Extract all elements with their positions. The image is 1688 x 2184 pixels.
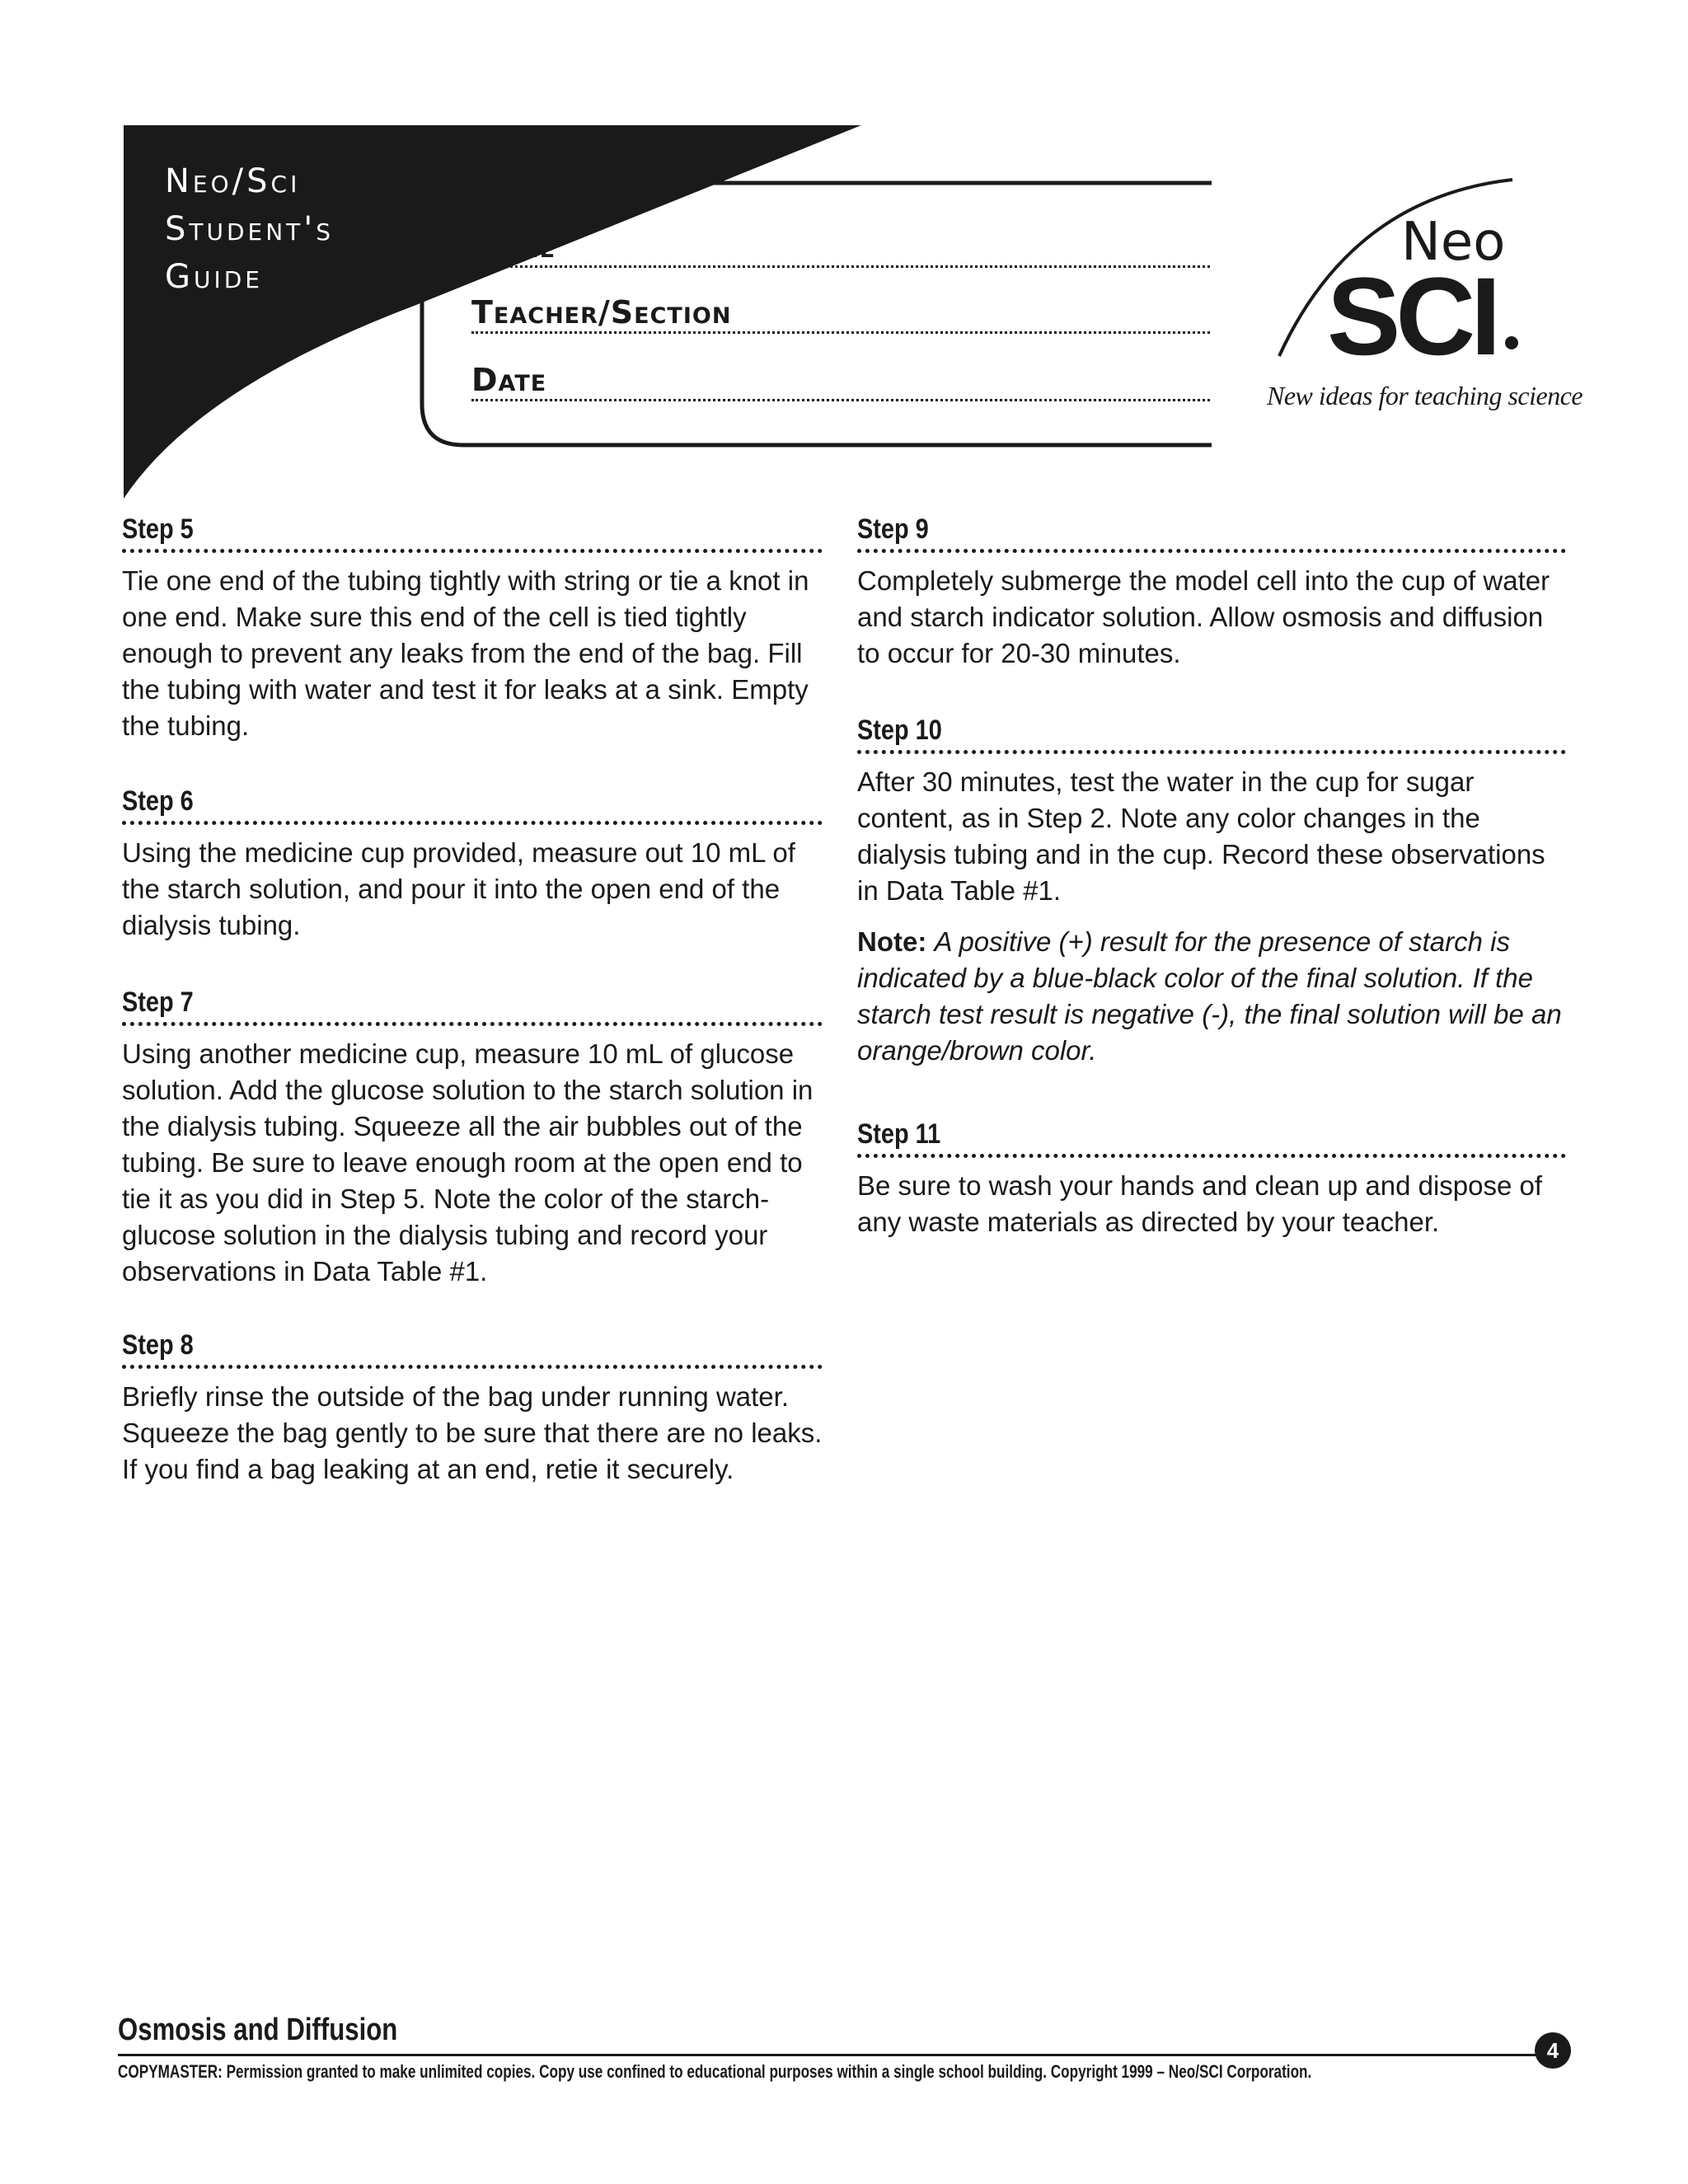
footer-title: Osmosis and Diffusion [118,2013,398,2047]
step-divider [857,549,1566,553]
footer-divider [118,2054,1537,2056]
logo-tagline: New ideas for teaching science [1267,381,1583,410]
note-label: Note: [857,926,927,957]
step-9 [857,513,1566,672]
step-5 [122,513,823,744]
step-body: After 30 minutes, test the water in the cup for sugar content, as in Step 2. Note any color changes in the dialysis tubing and in the cup. Record these observations in Data Table #1. [857,766,1545,906]
step-title: Step 10 [857,715,942,746]
step-title: Step 8 [122,1329,194,1361]
step-title: Step 9 [857,513,929,545]
step-title: Step 6 [122,785,194,817]
banner-line-3: Guide [165,258,263,296]
step-divider [122,821,823,825]
step-divider [122,549,823,553]
step-divider [857,750,1566,754]
banner-line-1: Neo/Sci [165,162,301,200]
step-body: Using another medicine cup, measure 10 mL of glucose solution. Add the glucose solution to the starch solution in the dialysis tubing. Squeeze all the air bubbles out of the tubing. Be sure to leave enough room at the open end to tie it as you did in Step 5. Note the color of the starch-glucose solution in the dialysis tubing and record your observations in Data Table #1. [122,1038,814,1286]
step-8 [122,1329,823,1488]
step-divider [122,1365,823,1369]
banner-line-2: Student's [165,210,335,248]
step-note [857,924,1566,1069]
date-label: Date [471,362,547,398]
note-text: A positive (+) result for the presence of starch is indicated by a blue-black color of the final solution. If the starch test result is negative (-), the final solution will be an orange/brown color. [857,926,1562,1066]
teacher-section-field[interactable] [471,331,1210,334]
step-11 [857,1118,1566,1240]
step-6 [122,785,823,944]
step-7 [122,986,823,1290]
page-number-badge: 4 [1535,2032,1571,2069]
step-title: Step 7 [122,987,194,1018]
registered-mark-icon [1505,336,1518,349]
name-label: Name [471,228,556,265]
step-body: Be sure to wash your hands and clean up and dispose of any waste materials as directed by your teacher. [857,1170,1543,1237]
step-body: Using the medicine cup provided, measure out 10 mL of the starch solution, and pour it into the open end of the dialysis tubing. [122,837,795,940]
step-divider [857,1154,1566,1158]
name-field[interactable] [471,265,1210,268]
step-title: Step 11 [857,1118,941,1150]
step-10 [857,714,1566,1069]
step-divider [122,1022,823,1026]
step-body: Completely submerge the model cell into the cup of water and starch indicator solution. Allow osmosis and diffusion to occur for 20-30 minutes. [857,565,1550,668]
step-body: Tie one end of the tubing tightly with string or tie a knot in one end. Make sure this end of the cell is tied tightly enough to prevent any leaks from the end of the bag. Fill the tubing with water and test it for leaks at a sink. Empty the tubing. [122,565,809,741]
teacher-section-label: Teacher/Section [471,294,732,330]
logo-sci-text: SCI [1327,255,1497,378]
footer-copyright: COPYMASTER: Permission granted to make unlimited copies. Copy use confined to educational purposes within a single school building. Copyright 1999 – Neo/SCI Corporation. [118,2061,1312,2082]
step-title: Step 5 [122,513,194,545]
step-body: Briefly rinse the outside of the bag under running water. Squeeze the bag gently to be sure that there are no leaks. If you find a bag leaking at an end, retie it securely. [122,1381,823,1484]
logo-neo-text: Neo [1401,212,1506,273]
date-field[interactable] [471,399,1210,401]
